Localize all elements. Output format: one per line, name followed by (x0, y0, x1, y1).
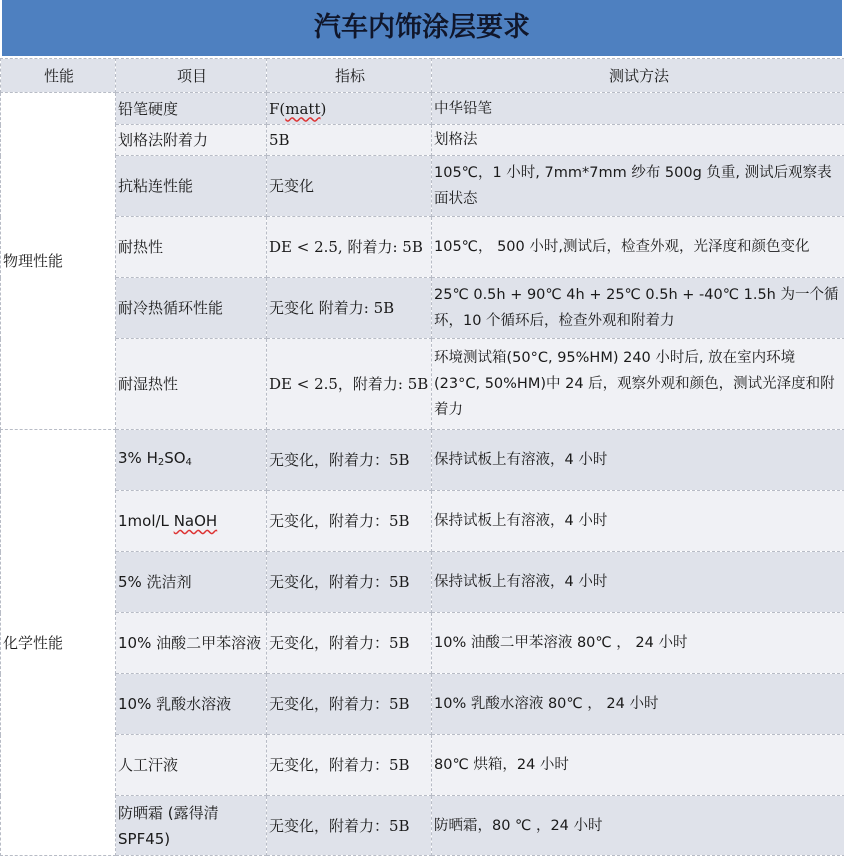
spec-cell: F(matt) (267, 93, 432, 125)
spec-cell: 无变化，附着力：5B (267, 613, 432, 674)
spec-cell: 无变化 附着力: 5B (267, 278, 432, 339)
method-cell: 25℃ 0.5h + 90℃ 4h + 25℃ 0.5h + -40℃ 1.5h 为一个循环，10 个循环后，检查外观和附着力 (432, 278, 844, 339)
header-spec: 指标 (267, 59, 432, 93)
table-row (1, 339, 844, 430)
table-row (1, 613, 844, 674)
method-cell: 105℃，1 小时, 7mm*7mm 纱布 500g 负重, 测试后观察表面状态 (432, 156, 844, 217)
spec-cell: 无变化，附着力：5B (267, 491, 432, 552)
header-category: 性能 (1, 59, 116, 93)
spec-cell: 无变化 (267, 156, 432, 217)
method-cell: 保持试板上有溶液，4 小时 (432, 430, 844, 491)
category-physical: 物理性能 (1, 93, 116, 430)
spellcheck-underline: NaOH (173, 512, 218, 530)
method-cell: 环境测试箱(50°C, 95%HM) 240 小时后, 放在室内环境 (23°C, 50%HM)中 24 后，观察外观和颜色，测试光泽度和附着力 (432, 339, 844, 430)
spec-cell: 5B (267, 125, 432, 156)
spec-cell: 无变化，附着力：5B (267, 430, 432, 491)
table-row (1, 796, 844, 856)
method-cell: 105℃， 500 小时,测试后，检查外观，光泽度和颜色变化 (432, 217, 844, 278)
spec-cell: 无变化，附着力：5B (267, 735, 432, 796)
item-cell: 5% 洗洁剂 (116, 552, 267, 613)
item-cell: 耐冷热循环性能 (116, 278, 267, 339)
method-cell: 保持试板上有溶液，4 小时 (432, 552, 844, 613)
item-cell: 3% $H_2SO_4$ (116, 430, 267, 491)
table-row (1, 674, 844, 735)
item-cell: 耐热性 (116, 217, 267, 278)
table-row (1, 735, 844, 796)
table-row (1, 491, 844, 552)
method-cell: 10% 油酸二甲苯溶液 80℃ ， 24 小时 (432, 613, 844, 674)
item-cell: 人工汗液 (116, 735, 267, 796)
category-chemical: 化学性能 (1, 430, 116, 856)
method-cell: 保持试板上有溶液，4 小时 (432, 491, 844, 552)
page-title: 汽车内饰涂层要求 (2, 0, 842, 56)
spec-cell: DE < 2.5，附着力: 5B (267, 339, 432, 430)
item-cell: 铅笔硬度 (116, 93, 267, 125)
item-cell: 10% 油酸二甲苯溶液 (116, 613, 267, 674)
spellcheck-underline: matt (285, 99, 321, 118)
table-row (1, 278, 844, 339)
table-row (1, 156, 844, 217)
table-row (1, 430, 844, 491)
method-cell: 80℃ 烘箱，24 小时 (432, 735, 844, 796)
method-cell: 10% 乳酸水溶液 80℃ ， 24 小时 (432, 674, 844, 735)
spec-cell: 无变化，附着力：5B (267, 796, 432, 856)
header-item: 项目 (116, 59, 267, 93)
method-cell: 划格法 (432, 125, 844, 156)
table-row (1, 93, 844, 125)
table-row (1, 217, 844, 278)
item-cell: 抗粘连性能 (116, 156, 267, 217)
item-cell: 耐湿热性 (116, 339, 267, 430)
item-cell: 防晒霜 (露得清 SPF45) (116, 796, 267, 856)
table-header-row (1, 59, 844, 93)
spec-cell: 无变化，附着力：5B (267, 674, 432, 735)
method-cell: 中华铅笔 (432, 93, 844, 125)
spec-cell: 无变化，附着力：5B (267, 552, 432, 613)
item-cell: 1mol/L NaOH (116, 491, 267, 552)
item-cell: 10% 乳酸水溶液 (116, 674, 267, 735)
item-cell: 划格法附着力 (116, 125, 267, 156)
spec-cell: DE < 2.5, 附着力: 5B (267, 217, 432, 278)
table-row (1, 125, 844, 156)
table-row (1, 552, 844, 613)
coating-requirements-table (0, 58, 844, 856)
header-test-method: 测试方法 (432, 59, 844, 93)
method-cell: 防晒霜，80 ℃ ，24 小时 (432, 796, 844, 856)
